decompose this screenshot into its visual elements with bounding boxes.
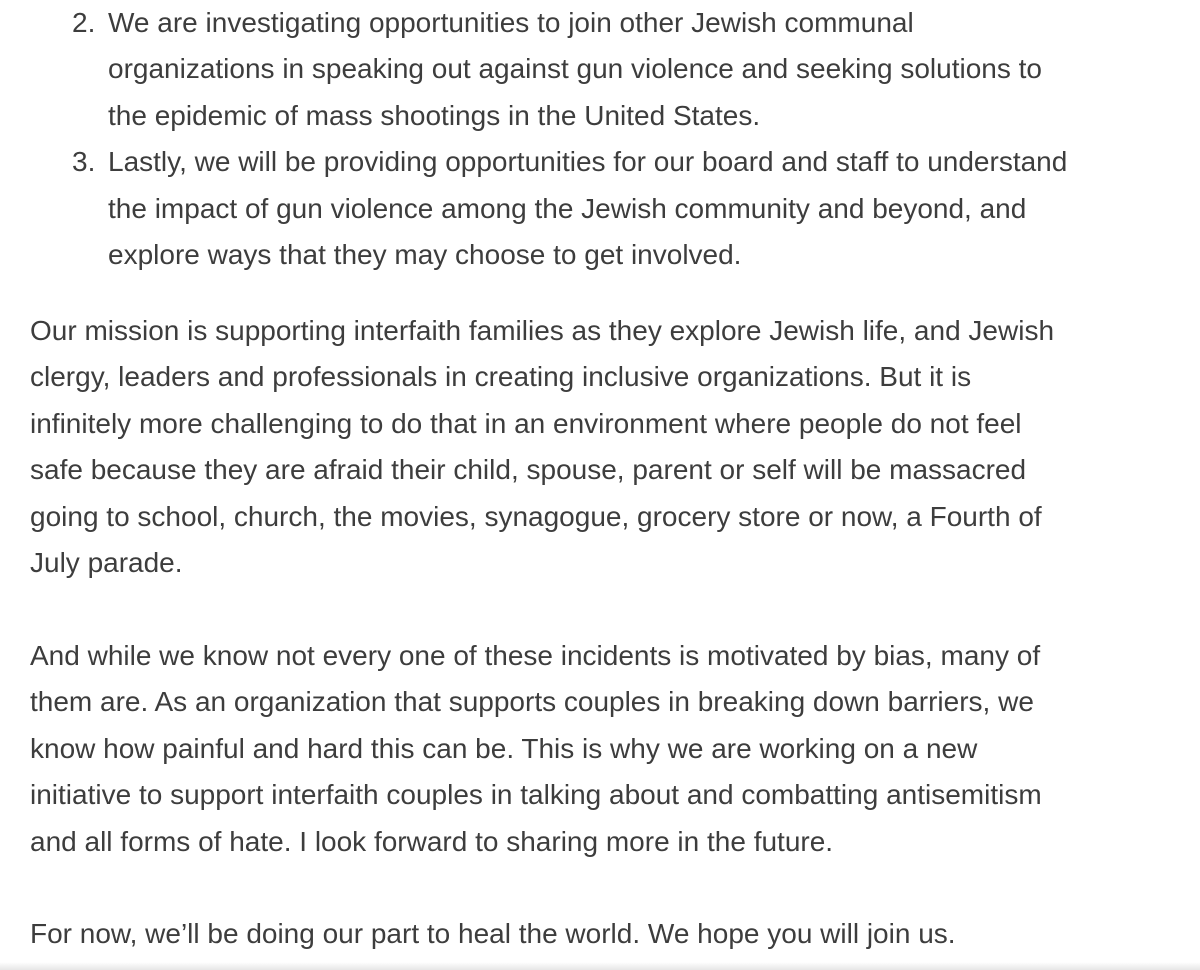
list-item — [72, 139, 1182, 278]
list-item — [72, 0, 1182, 139]
list-item-text: Lastly, we will be providing opportunities for our board and staff to understand the impact of gun violence among the Jewish community and beyond, and explore ways that they may choose to get involved. — [108, 146, 1068, 271]
list-item-number: 3. — [72, 146, 96, 178]
list-item-text: We are investigating opportunities to join other Jewish communal organizations in speaking out against gun violence and seeking solutions to the epidemic of mass shootings in the United States. — [108, 7, 1042, 131]
bias-paragraph: And while we know not every one of these incidents is motivated by bias, many of them are. As an organization that supports couples in breaking down barriers, we know how painful and hard this can be. This is why we are working on a new initiative to support interfaith couples in talking about and combatting antisemitism and all forms of hate. I look forward to sharing more in the future. — [30, 640, 1042, 857]
bottom-fade-edge — [0, 962, 1200, 970]
mission-paragraph: Our mission is supporting interfaith families as they explore Jewish life, and Jewish clergy, leaders and professionals in creating inclusive organizations. But it is infinitely more challenging to do that in an environment where people do not feel safe because they are afraid their child, spouse, parent or self will be massacred going to school, church, the movies, synagogue, grocery store or now, a Fourth of July parade. — [30, 315, 1055, 579]
closing-paragraph: For now, we’ll be doing our part to heal the world. We hope you will join us. — [30, 918, 956, 949]
numbered-list — [72, 0, 1182, 278]
list-item-number: 2. — [72, 7, 96, 38]
